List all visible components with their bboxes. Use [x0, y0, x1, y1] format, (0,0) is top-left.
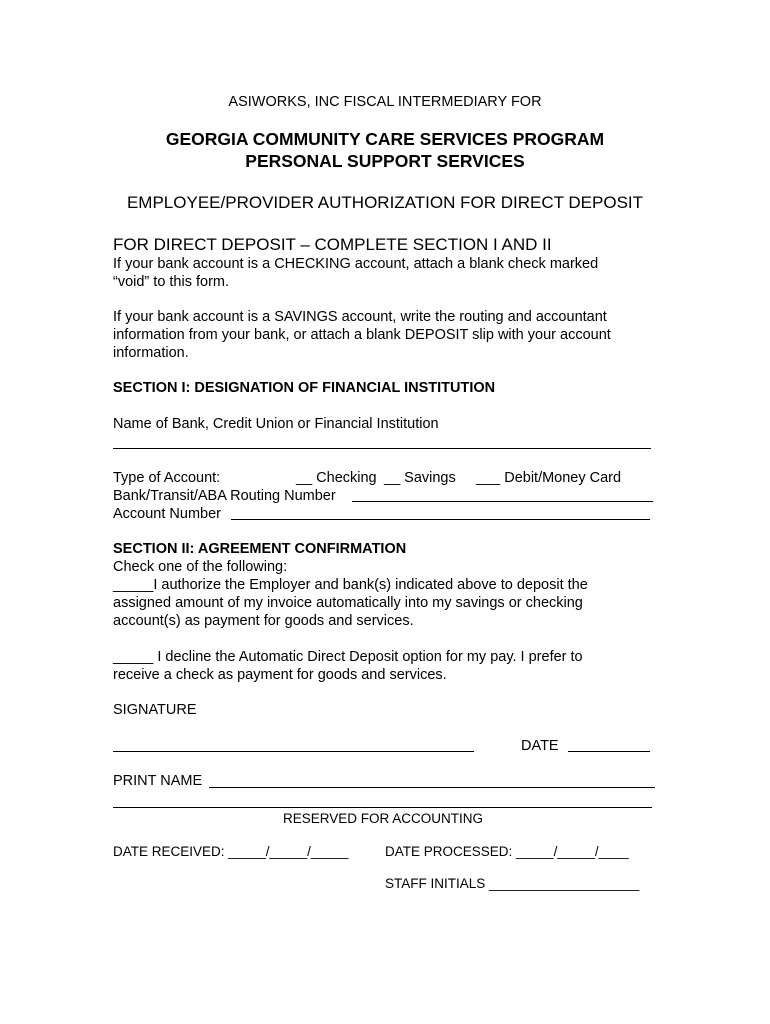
authorize-option-line-2: assigned amount of my invoice automatically into my savings or checking: [113, 595, 583, 611]
date-processed-field[interactable]: DATE PROCESSED: _____/_____/____: [385, 844, 629, 859]
program-title: GEORGIA COMMUNITY CARE SERVICES PROGRAM: [165, 129, 605, 149]
section-2-heading: SECTION II: AGREEMENT CONFIRMATION: [113, 541, 407, 557]
date-received-field[interactable]: DATE RECEIVED: _____/_____/_____: [113, 844, 349, 859]
checking-instruction-line-1: If your bank account is a CHECKING account, attach a blank check marked: [113, 256, 599, 272]
accounting-title: RESERVED FOR ACCOUNTING: [283, 811, 484, 826]
section-1-heading: SECTION I: DESIGNATION OF FINANCIAL INSTITUTION: [113, 380, 496, 396]
account-number-line[interactable]: [231, 519, 650, 520]
savings-instruction-line-3: information.: [113, 345, 189, 361]
form-title: EMPLOYEE/PROVIDER AUTHORIZATION FOR DIRECT DEPOSIT: [126, 193, 644, 212]
staff-initials-field[interactable]: STAFF INITIALS ____________________: [385, 876, 640, 891]
print-name-line[interactable]: [209, 787, 655, 788]
checking-instruction-line-2: “void” to this form.: [113, 274, 230, 290]
intermediary-line: ASIWORKS, INC FISCAL INTERMEDIARY FOR: [228, 94, 542, 110]
debit-card-option[interactable]: ___ Debit/Money Card: [476, 470, 622, 486]
accounting-divider: [113, 807, 652, 808]
checking-option[interactable]: __ Checking: [296, 470, 377, 486]
routing-number-label: Bank/Transit/ABA Routing Number: [113, 488, 336, 504]
authorize-option-line-1[interactable]: _____I authorize the Employer and bank(s) indicated above to deposit the: [113, 577, 588, 593]
decline-option-line-2: receive a check as payment for goods and services.: [113, 667, 447, 683]
savings-instruction-line-2: information from your bank, or attach a blank DEPOSIT slip with your account: [113, 327, 611, 343]
date-line[interactable]: [568, 751, 650, 752]
bank-name-label: Name of Bank, Credit Union or Financial Institution: [113, 416, 439, 432]
savings-instruction-line-1: If your bank account is a SAVINGS account, write the routing and accountant: [113, 309, 607, 325]
authorize-option-line-3: account(s) as payment for goods and services.: [113, 613, 414, 629]
decline-option-line-1[interactable]: _____ I decline the Automatic Direct Deposit option for my pay. I prefer to: [113, 649, 583, 665]
signature-line[interactable]: [113, 751, 474, 752]
bank-name-line[interactable]: [113, 448, 651, 449]
direct-deposit-heading: FOR DIRECT DEPOSIT – COMPLETE SECTION I AND II: [113, 235, 552, 254]
print-name-label: PRINT NAME: [113, 773, 203, 789]
account-type-label: Type of Account:: [113, 470, 221, 486]
account-number-label: Account Number: [113, 506, 221, 522]
signature-label: SIGNATURE: [113, 702, 197, 718]
date-label: DATE: [521, 738, 559, 754]
check-one-label: Check one of the following:: [113, 559, 288, 575]
routing-number-line[interactable]: [352, 501, 653, 502]
program-subtitle: PERSONAL SUPPORT SERVICES: [245, 151, 525, 171]
savings-option[interactable]: __ Savings: [384, 470, 456, 486]
